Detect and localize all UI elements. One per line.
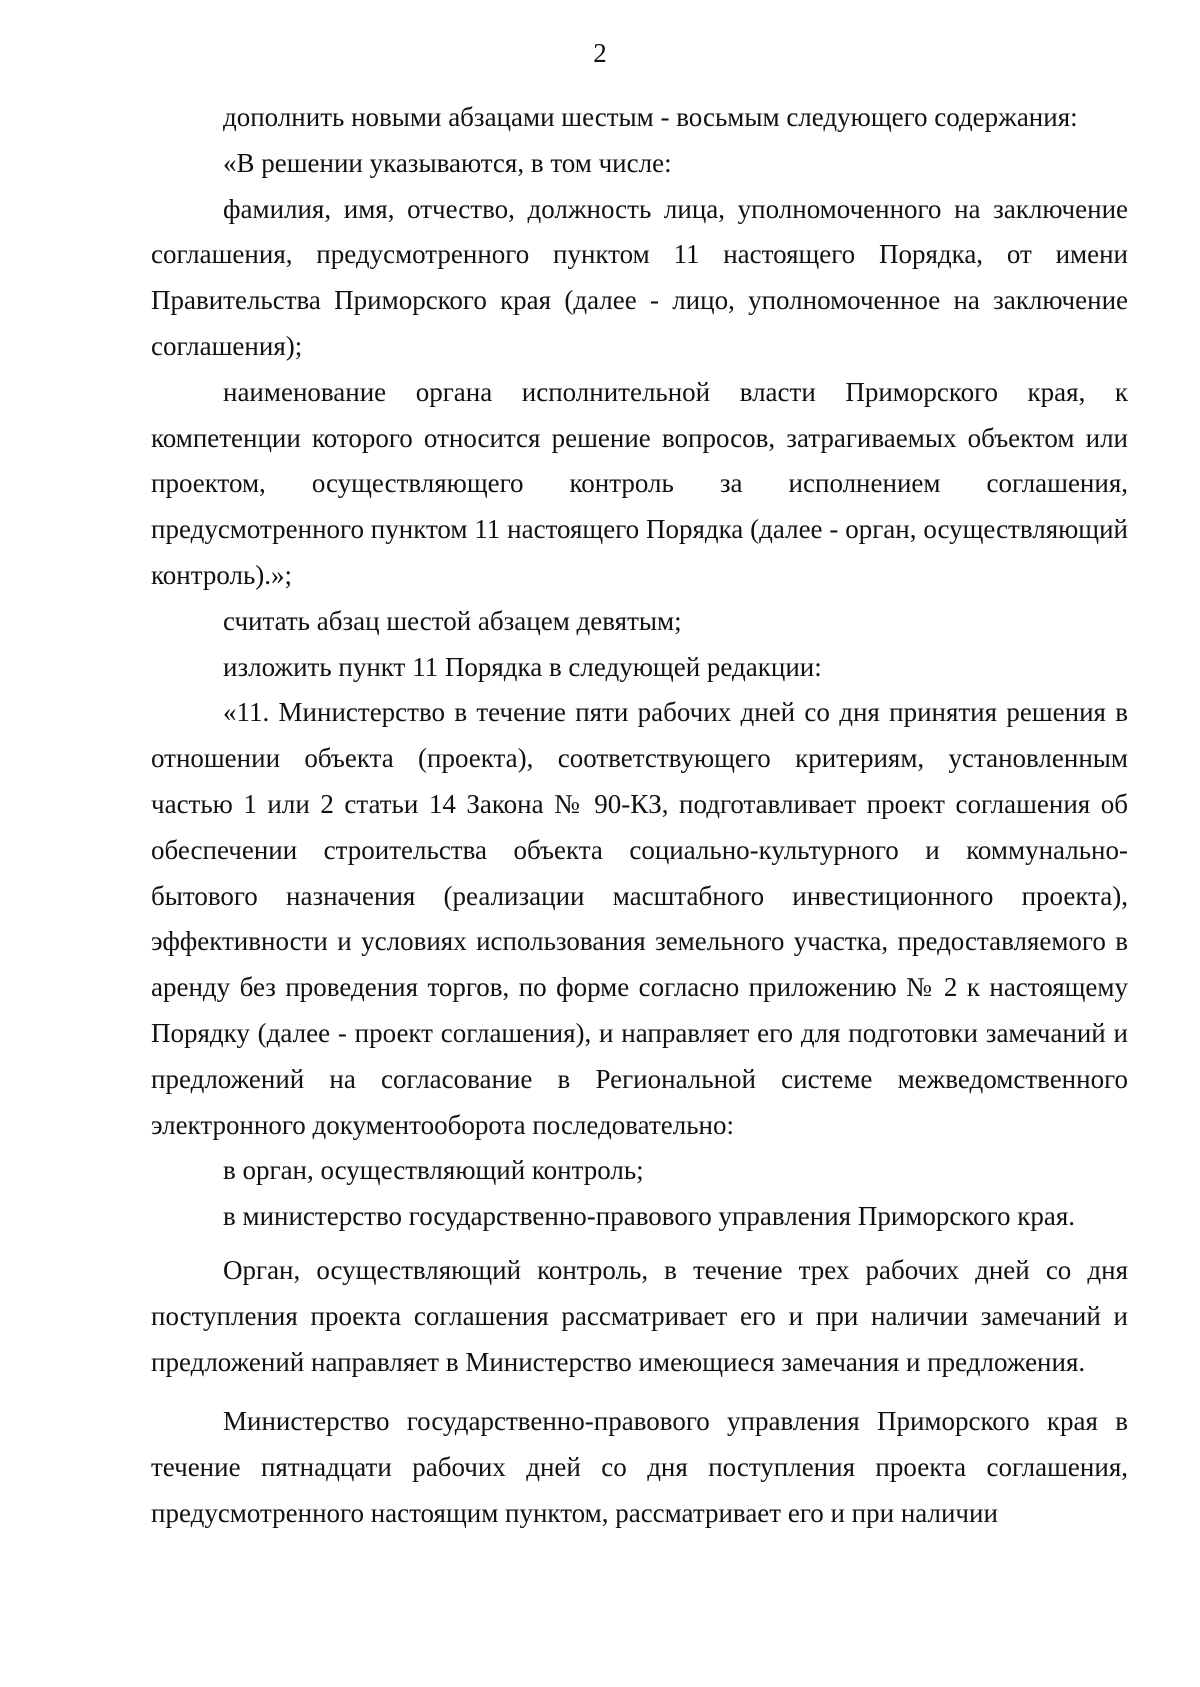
paragraph: считать абзац шестой абзацем девятым;: [223, 605, 682, 636]
paragraph: в министерство государственно-правового управления Приморского края.: [223, 1201, 1076, 1232]
paragraph: изложить пункт 11 Порядка в следующей редакции:: [223, 651, 822, 682]
paragraph: Орган, осуществляющий контроль, в течение трех рабочих дней со дня поступления проекта соглашения рассматривает его и при наличии замечаний и предложений направляет в Министерство имеющиеся замечания и предложения.: [151, 1254, 1128, 1377]
paragraph: Министерство государственно-правового управления Приморского края в течение пятнадцати рабочих дней со дня поступления проекта соглашения, предусмотренного настоящим пунктом, рассматривает его и при наличии: [151, 1406, 1128, 1528]
paragraph: наименование органа исполнительной власти Приморского края, к компетенции которого относится решение вопросов, затрагиваемых объектом или проектом, осуществляющего контроль за исполнением соглашения, предусмотренного пунктом 11 настоящего Порядка (далее - орган, осуществляющий контроль).»;: [151, 376, 1128, 590]
page-number: 2: [593, 38, 607, 68]
paragraph: фамилия, имя, отчество, должность лица, уполномоченного на заключение соглашения, предусмотренного пунктом 11 настоящего Порядка, от имени Правительства Приморского края (далее - лицо, уполномоченное на заключение соглашения);: [151, 193, 1128, 361]
paragraph: «11. Министерство в течение пяти рабочих дней со дня принятия решения в отношении объекта (проекта), соответствующего критериям, установленным частью 1 или 2 статьи 14 Закона № 90-КЗ, подготавливает проект соглашения об обеспечении строительства объекта социально-культурного и коммунально-бытового назначения (реализации масштабного инвестиционного проекта), эффективности и условиях использования земельного участка, предоставляемого в аренду без проведения торгов, по форме согласно приложению № 2 к настоящему Порядку (далее - проект соглашения), и направляет его для подготовки замечаний и предложений на согласование в Региональной системе межведомственного электронного документооборота последовательно:: [151, 697, 1128, 1140]
paragraph: «В решении указываются, в том числе:: [223, 147, 672, 178]
document-body: [151, 95, 1128, 1537]
paragraph: дополнить новыми абзацами шестым - восьмым следующего содержания:: [223, 102, 1078, 132]
paragraph: в орган, осуществляющий контроль;: [223, 1155, 644, 1186]
